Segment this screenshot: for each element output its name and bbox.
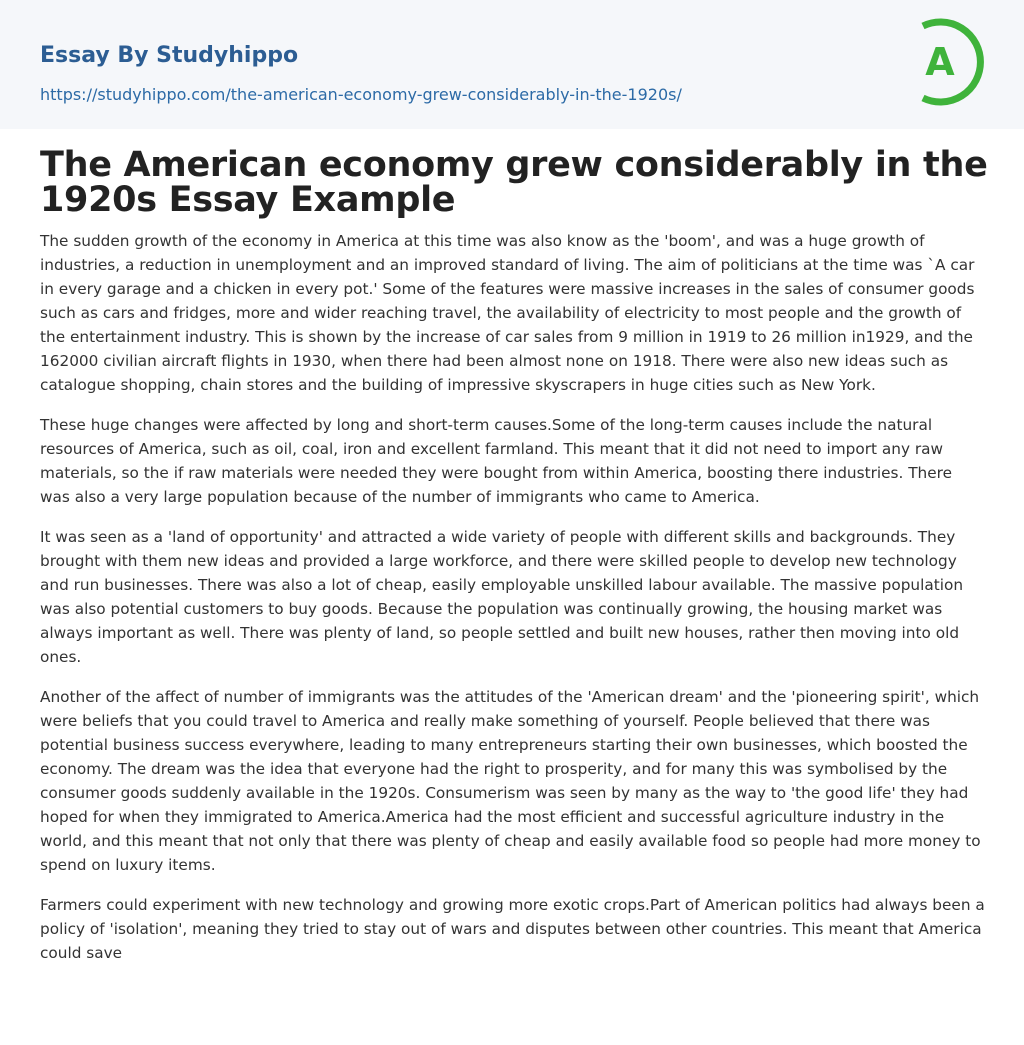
- essay-paragraph: The sudden growth of the economy in America at this time was also know as the 'boom', and was a huge growth of industries, a reduction in unemployment and an improved standard of living. The aim of politicians at the time was `A car in every garage and a chicken in every pot.' Some of the features were massive increases in the sales of consumer goods such as cars and fridges, more and wider reaching travel, the availability of electricity to most people and the growth of the entertainment industry. This is shown by the increase of car sales from 9 million in 1919 to 26 million in1929, and the 162000 civilian aircraft flights in 1930, when there had been almost none on 1918. There were also new ideas such as catalogue shopping, chain stores and the building of impressive skyscrapers in huge cities such as New York.: [40, 232, 975, 394]
- page-title: The American economy grew considerably in the 1920s Essay Example: [40, 145, 988, 220]
- essay-body: [40, 229, 985, 981]
- essay-paragraph: Another of the affect of number of immigrants was the attitudes of the 'American dream' and the 'pioneering spirit', which were beliefs that you could travel to America and really make something of yourself. People believed that there was potential business success everywhere, leading to many entrepreneurs starting their own businesses, which boosted the economy. The dream was the idea that everyone had the right to prosperity, and for many this was symbolised by the consumer goods suddenly available in the 1920s. Consumerism was seen by many as the way to 'the good life' they had hoped for when they immigrated to America.America had the most efficient and successful agriculture industry in the world, and this meant that not only that there was plenty of cheap and easily available food so people had more money to spend on luxury items.: [40, 688, 981, 874]
- site-header: [0, 0, 1024, 129]
- site-title: Essay By Studyhippo: [40, 43, 299, 68]
- studyhippo-logo-icon[interactable]: [910, 18, 990, 106]
- essay-url-link[interactable]: https://studyhippo.com/the-american-economy-grew-considerably-in-the-1920s/: [40, 85, 682, 104]
- essay-paragraph: These huge changes were affected by long and short-term causes.Some of the long-term causes include the natural resources of America, such as oil, coal, iron and excellent farmland. This meant that it did not need to import any raw materials, so the if raw materials were needed they were bought from within America, boosting there industries. There was also a very large population because of the number of immigrants who came to America.: [40, 416, 953, 506]
- essay-paragraph: It was seen as a 'land of opportunity' and attracted a wide variety of people with different skills and backgrounds. They brought with them new ideas and provided a large workforce, and there were skilled people to develop new technology and run businesses. There was also a lot of cheap, easily employable unskilled labour available. The massive population was also potential customers to buy goods. Because the population was continually growing, the housing market was always important as well. There was plenty of land, so people settled and built new houses, rather then moving into old ones.: [40, 528, 964, 666]
- essay-paragraph: Farmers could experiment with new technology and growing more exotic crops.Part of American politics had always been a policy of 'isolation', meaning they tried to stay out of wars and disputes between other countries. This meant that America could save: [40, 896, 985, 962]
- logo-letter: A: [925, 40, 955, 84]
